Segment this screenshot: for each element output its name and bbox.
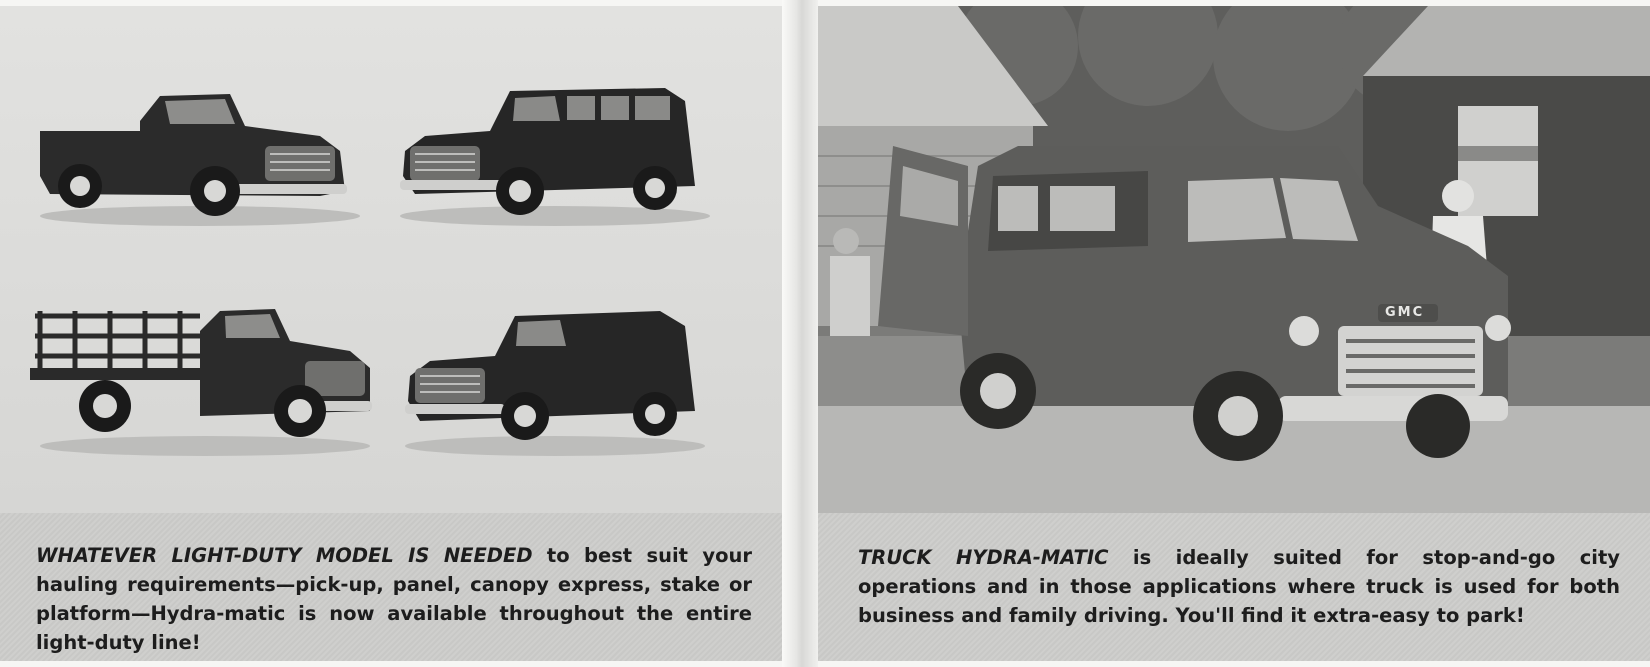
page-gutter [782, 0, 818, 667]
truck-photo-scene [818, 6, 1650, 513]
left-caption-lead: WHATEVER LIGHT-DUTY MODEL IS NEEDED [36, 544, 533, 567]
right-caption-text [858, 543, 1620, 630]
truck-illustrations [0, 6, 782, 513]
right-page [818, 6, 1650, 661]
left-caption-text [36, 541, 752, 657]
left-page [0, 6, 782, 661]
right-caption-lead: TRUCK HYDRA-MATIC [858, 546, 1109, 569]
canopy-express-illustration [395, 76, 715, 236]
right-caption [818, 513, 1650, 661]
gmc-badge-text: GMC [1385, 305, 1425, 320]
right-caption-body: is ideally suited for stop-and-go city operations and in those applications where truck is used for both business and family driving. You'll find it extra-easy to park! [858, 546, 1621, 627]
left-caption [0, 513, 782, 661]
stake-truck-illustration [30, 306, 375, 466]
left-caption-body: to best suit your hauling requirements—pick-up, panel, canopy express, stake or platform—Hydra-matic is now available throughout the entire light-duty line! [36, 544, 753, 654]
panel-truck-illustration [400, 306, 710, 466]
canopy-truck-photo [818, 6, 1650, 513]
pickup-truck-illustration [30, 76, 360, 236]
